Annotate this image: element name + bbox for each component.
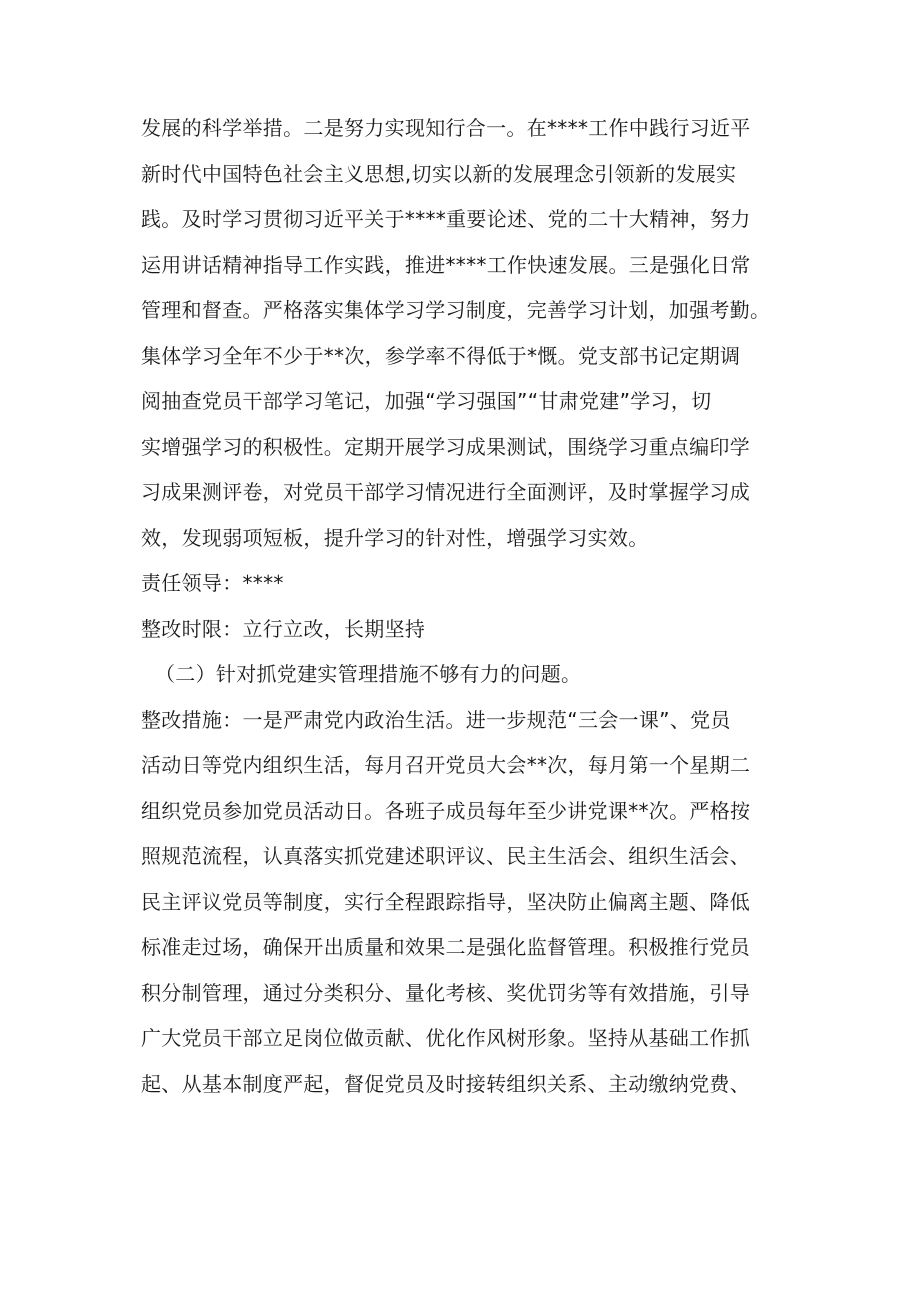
- body-line: 管理和督查。严格落实集体学习学习制度，完善学习计划，加强考勤。: [141, 298, 771, 322]
- body-line: 效，发现弱项短板，提升学习的针对性，增强学习实效。: [141, 525, 649, 550]
- body-line: 集体学习全年不少于**次，参学率不得低于*慨。党支部书记定期调: [141, 343, 741, 368]
- body-line: 整改措施：一是严肃党内政治生活。进一步规范“三会一课”、党员: [141, 707, 731, 732]
- body-line: 民主评议党员等制度，实行全程跟踪指导，坚决防止偏离主题、降低: [141, 889, 750, 914]
- body-line: 践。及时学习贯彻习近平关于****重要论述、党的二十大精神，努力: [141, 207, 751, 231]
- body-line: 组织党员参加党员活动日。各班子成员每年至少讲党课**次。严格按: [141, 798, 751, 823]
- body-line: 运用讲话精神指导工作实践，推进****工作快速发展。三是强化日常: [141, 252, 751, 277]
- body-line: 积分制管理，通过分类积分、量化考核、奖优罚劣等有效措施，引导: [141, 980, 750, 1005]
- deadline-line: 整改时限：立行立改，长期坚持: [141, 616, 426, 641]
- body-line: 照规范流程，认真落实抓党建述职评议、民主生活会、组织生活会、: [141, 844, 750, 868]
- body-line: 实增强学习的积极性。定期开展学习成果测试，围绕学习重点编印学: [141, 434, 750, 459]
- document-body: [141, 106, 786, 1107]
- body-line: 广大党员干部立足岗位做贡献、优化作风树形象。坚持从基础工作抓: [141, 1026, 750, 1050]
- section-heading: （二）针对抓党建实管理措施不够有力的问题。: [155, 662, 582, 686]
- body-line: 习成果测评卷，对党员干部学习情况进行全面测评，及时掌握学习成: [141, 480, 750, 504]
- body-line: 标准走过场，确保开出质量和效果二是强化监督管理。积极推行党员: [141, 935, 750, 959]
- body-line: 起、从基本制度严起，督促党员及时接转组织关系、主动缴纳党费、: [141, 1071, 750, 1096]
- body-line: 新时代中国特色社会主义思想,切实以新的发展理念引领新的发展实: [141, 161, 737, 186]
- responsible-leader-line: 责任领导：****: [141, 571, 284, 595]
- body-line: 发展的科学举措。二是努力实现知行合一。在****工作中践行习近平: [141, 116, 751, 140]
- body-line: 活动日等党内组织生活，每月召开党员大会**次，每月第一个星期二: [141, 753, 751, 777]
- body-line: 阅抽查党员干部学习笔记，加强“学习强国”“甘肃党建”学习，切: [141, 389, 712, 413]
